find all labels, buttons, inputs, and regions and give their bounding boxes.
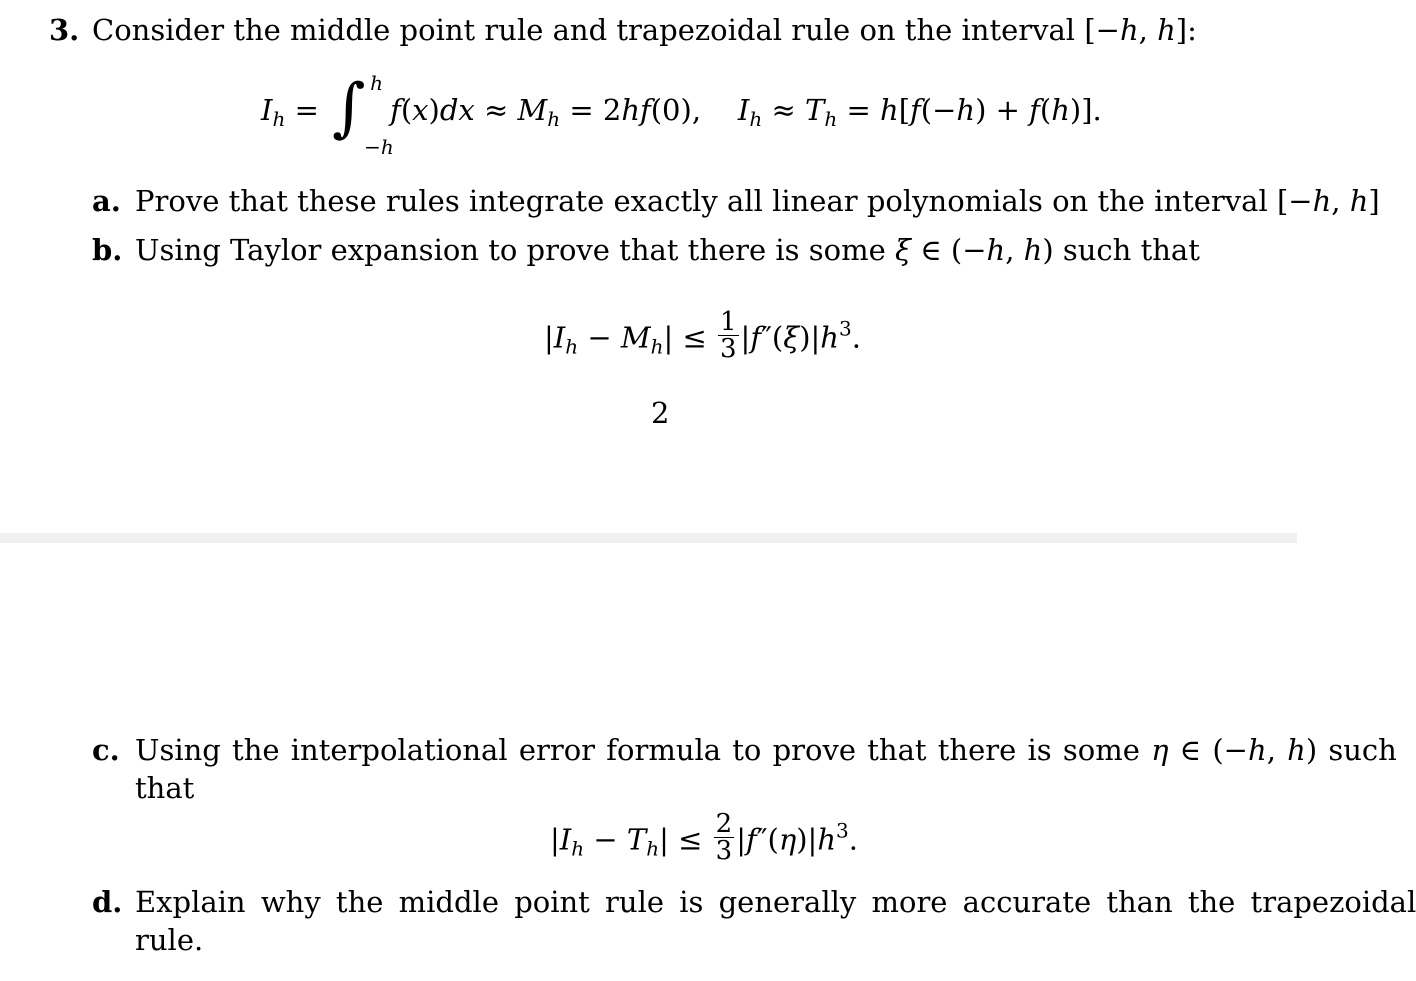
part-b-text: Using Taylor expansion to prove that there is some ξ ∈ (−h, h) such that	[135, 233, 1200, 267]
part-d-text-line2: rule.	[135, 923, 204, 957]
part-d-label: d.	[92, 885, 123, 919]
part-c-text-line1: Using the interpolational error formula to prove that there is some η ∈ (−h, h) such	[135, 733, 1397, 767]
part-c-text-line2: that	[135, 771, 195, 805]
problem-intro: Consider the middle point rule and trapezoidal rule on the interval [−h, h]:	[92, 13, 1197, 47]
fraction-two-thirds: $\frac{2}{3}$	[715, 809, 733, 866]
part-b-label: b.	[92, 233, 123, 267]
integral-sign: ∫ h −h	[332, 71, 394, 159]
intro-text: Consider the middle point rule and trapezoidal rule on the interval	[92, 13, 1085, 47]
page-number: 2	[651, 396, 670, 430]
page-separator	[0, 533, 1297, 543]
part-d-text-line1: Explain why the middle point rule is generally more accurate than the trapezoidal	[135, 885, 1416, 919]
part-c-label: c.	[92, 733, 120, 767]
problem-number: 3.	[49, 13, 80, 47]
part-c-equation: $|I_h - T_h|$ ≤ $\frac{2}{3}$ $|f''(\eta)|h^3$.	[550, 809, 858, 866]
part-a-label: a.	[92, 184, 121, 218]
part-a-text: Prove that these rules integrate exactly all linear polynomials on the interval [−h, h]	[135, 184, 1380, 218]
part-b-equation: $|I_h - M_h|$ ≤ $\frac{1}{3}$ $|f''(\xi)|h^3$.	[544, 307, 861, 364]
fraction-one-third: $\frac{1}{3}$	[720, 307, 737, 364]
main-equation: $I_h$ = ∫ h −h $f(x)dx \approx M_h = 2hf(0)$, $I_h \approx T_h = h[f(-h) + f(h)]$.	[261, 71, 1102, 159]
page-bottom	[0, 543, 1416, 981]
